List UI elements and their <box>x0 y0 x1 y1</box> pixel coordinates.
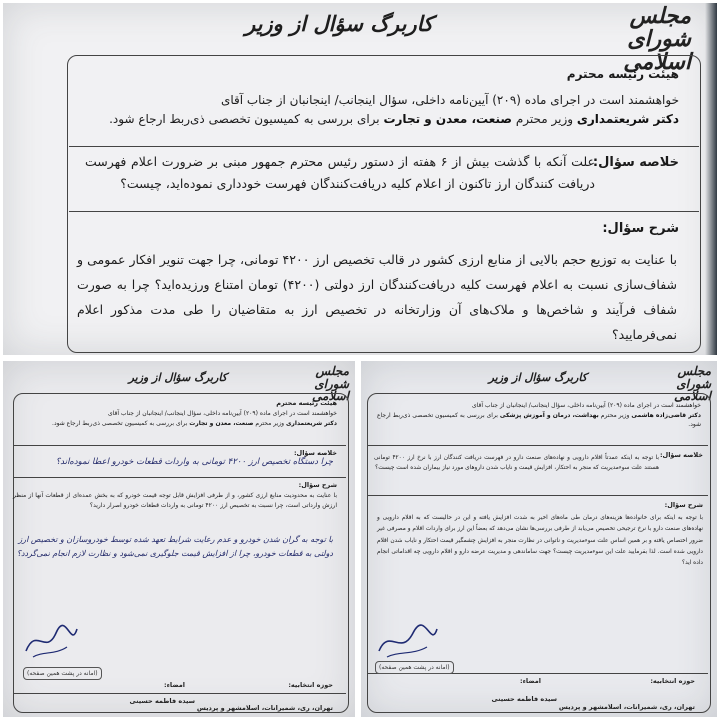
addressee-label: هیئت رئیسه محترم <box>566 67 679 81</box>
request-line-2-end: برای بررسی به کمیسیون تخصصی ذی‌ربط ارجاع شود. <box>109 111 380 126</box>
explanation-handwritten: با توجه به گران شدن خودرو و عدم رعایت شرایط تعهد شده توسط خودروسازان و تخصیص ارز دولتی به قطعات خودرو، چرا از افزایش قیمت جلوگیری نمی‌شود و نظارت لازم انجام نمی‌گردد؟ <box>16 535 333 558</box>
request-paragraph <box>377 401 701 430</box>
minister-title: وزیر محترم <box>600 411 630 419</box>
footer-domain-label: حوزه انتخابیه: <box>288 681 333 689</box>
explanation-typed: با عنایت به محدودیت منابع ارزی کشور، و از طرفی افزایش قابل توجه قیمت خودرو که به بخش عمده‌ای از قطعات آنها از منظر ارزش وارداتی است، چرا نسبت به تخصیص ارز ۴۲۰۰ تومانی به واردات قطعات خودرو اصرار دارید؟ <box>13 492 337 509</box>
minister-name: دکتر قاضی‌زاده هاشمی <box>631 411 702 419</box>
request-line-1: خواهشمند است در اجرای ماده (۲۰۹) آیین‌نامه داخلی، سؤال اینجانب/ اینجانبان از جناب آقای <box>471 402 701 409</box>
minister-title: وزیر محترم <box>515 111 574 126</box>
top-question-sheet <box>3 3 703 355</box>
left-question-sheet <box>3 361 355 717</box>
divider <box>69 211 699 212</box>
summary-handwritten: چرا دستگاه تخصیص ارز ۴۲۰۰ تومانی به واردات قطعات خودرو اعطا نموده‌اند؟ <box>55 457 333 467</box>
explanation-label: شرح سؤال: <box>602 221 679 236</box>
footer-domain-label: حوزه انتخابیه: <box>650 677 695 685</box>
summary-label: خلاصه سؤال: <box>293 449 337 457</box>
divider <box>14 445 346 446</box>
request-line-1: خواهشمند است در اجرای ماده (۲۰۹) آیین‌نامه داخلی، سؤال اینجانب/ اینجانبان از جناب آقای <box>220 93 679 107</box>
summary-label: خلاصه سؤال: <box>592 155 679 170</box>
parliament-logo: مجلس شورای اسلامی <box>623 3 691 76</box>
divider <box>69 146 699 147</box>
form-title: کاربرگ سؤال از وزیر <box>245 11 433 36</box>
signature-note: (امانه در پشت همین صفحه) <box>375 661 454 674</box>
footer-representative-name: سیده فاطمه حسینی <box>129 697 195 705</box>
summary-text: علت آنکه با گذشت بیش از ۶ هفته از دستور رئیس محترم جمهور مبنی بر ضرورت اعلام فهرست دریافت کنندگان ارز تاکنون از اعلام کلیه دریافت‌کنندگان فهرست خودداری نموده‌اید، چیست؟ <box>85 154 595 191</box>
explanation-label: شرح سؤال: <box>664 501 703 509</box>
top-form-photo <box>3 3 717 355</box>
form-title: کاربرگ سؤال از وزیر <box>128 371 227 384</box>
signature-note: (امانه در پشت همین صفحه) <box>23 667 102 680</box>
explanation-label: شرح سؤال: <box>298 481 337 489</box>
bottom-left-form-photo <box>3 361 355 717</box>
summary-label: خلاصه سؤال: <box>659 451 703 459</box>
form-title: کاربرگ سؤال از وزیر <box>488 371 587 384</box>
footer-signature-label: امضاء: <box>163 681 185 689</box>
addressee-label: هیئت رئیسه محترم <box>276 399 337 407</box>
explanation-text: با عنایت به توزیع حجم بالایی از منابع ارزی کشور در قالب تخصیص ارز ۴۲۰۰ تومانی، چرا جهت تنویر افکار عمومی و شفاف‌سازی نسبت به اعلام فهرست کلیه دریافت‌کنندگان ارز دولتی (۴۲۰۰) تومان امتناع ورزیده‌اید؟ چرا به صورت شفاف فرآیند و شاخص‌ها و ملاک‌های آن وزارتخانه در تخصیص ارز به متقاضیان را طی مدت مذکور اعلام نمی‌فرمایید؟ <box>77 252 677 342</box>
minister-title: وزیر محترم <box>255 419 285 427</box>
request-paragraph <box>17 409 337 428</box>
photo-shadow-edge <box>705 3 717 355</box>
minister-name: دکتر شریعتمداری <box>285 419 337 427</box>
footer-signature-label: امضاء: <box>519 677 541 685</box>
ministry-name: صنعت، معدن و تجارت <box>383 111 512 126</box>
handwritten-signature <box>21 621 81 661</box>
parliament-logo: مجلس شورای اسلامی <box>312 364 349 404</box>
divider <box>368 445 708 446</box>
explanation-text: با توجه به اینکه برای خانواده‌ها هزینه‌های درمان طی ماه‌های اخیر به شدت افزایش یافته و این در حالیست که به اقلام دارویی و نهاده‌های صنعت دارو با نرخ ترجیحی تخصیص می‌یابد از طرفی بررسی‌ها نشان می‌دهد که بعضاً این ارز برای واردات اقلام و مصرفی غیر ضرور اختصاص یافته و بر همین اساس علت سوءمدیریت و ناتوانی در نظارت منجر به افزایش چشمگیر قیمت احتکار و نایاب شدن اقلام دارویی شده است. لذا بفرمایید علت این سوءمدیریت چیست؟ جهت ساماندهی و مدیریت عرضه دارو و اقلام دارویی چه اقداماتی انجام داده اید؟ <box>377 515 703 567</box>
footer-district: تهران، ری، شمیرانات، اسلامشهر و پردیس <box>196 704 333 712</box>
request-paragraph <box>79 91 679 128</box>
footer-representative-name: سیده فاطمه حسینی <box>491 695 557 703</box>
bottom-right-form-photo <box>361 361 717 717</box>
handwritten-signature <box>373 619 443 661</box>
parliament-logo: مجلس شورای اسلامی <box>674 364 711 404</box>
minister-name: دکتر شریعتمداری <box>576 111 679 126</box>
summary-text: با توجه به اینکه عمدتاً اقلام دارویی و نهاده‌های صنعت دارو در فهرست دریافت کنندگان ارز با نرخ ارز ۴۲۰۰ تومانی هستند علت سوءمدیریت که منجر به احتکار، افزایش قیمت و نایاب شدن داروهای مورد نیاز بیماران شده است چیست؟ <box>374 455 659 472</box>
request-line-2-end: برای بررسی به کمیسیون تخصصی ذی‌ربط ارجاع شود. <box>52 419 188 427</box>
ministry-name: بهداشت، درمان و آموزش پزشکی <box>499 411 599 419</box>
request-line-1: خواهشمند است در اجرای ماده (۲۰۹) آیین‌نامه داخلی، سؤال اینجانب/ اینجانبان از جناب آقای <box>107 410 337 417</box>
ministry-name: صنعت، معدن و تجارت <box>189 419 254 427</box>
footer-district: تهران، ری، شمیرانات، اسلامشهر و پردیس <box>558 703 695 711</box>
divider <box>14 693 346 694</box>
right-question-sheet <box>361 361 717 717</box>
divider <box>368 495 708 496</box>
request-line-2-end: برای بررسی به کمیسیون تخصصی ذی‌ربط ارجاع شود. <box>377 411 701 429</box>
divider <box>14 477 346 478</box>
